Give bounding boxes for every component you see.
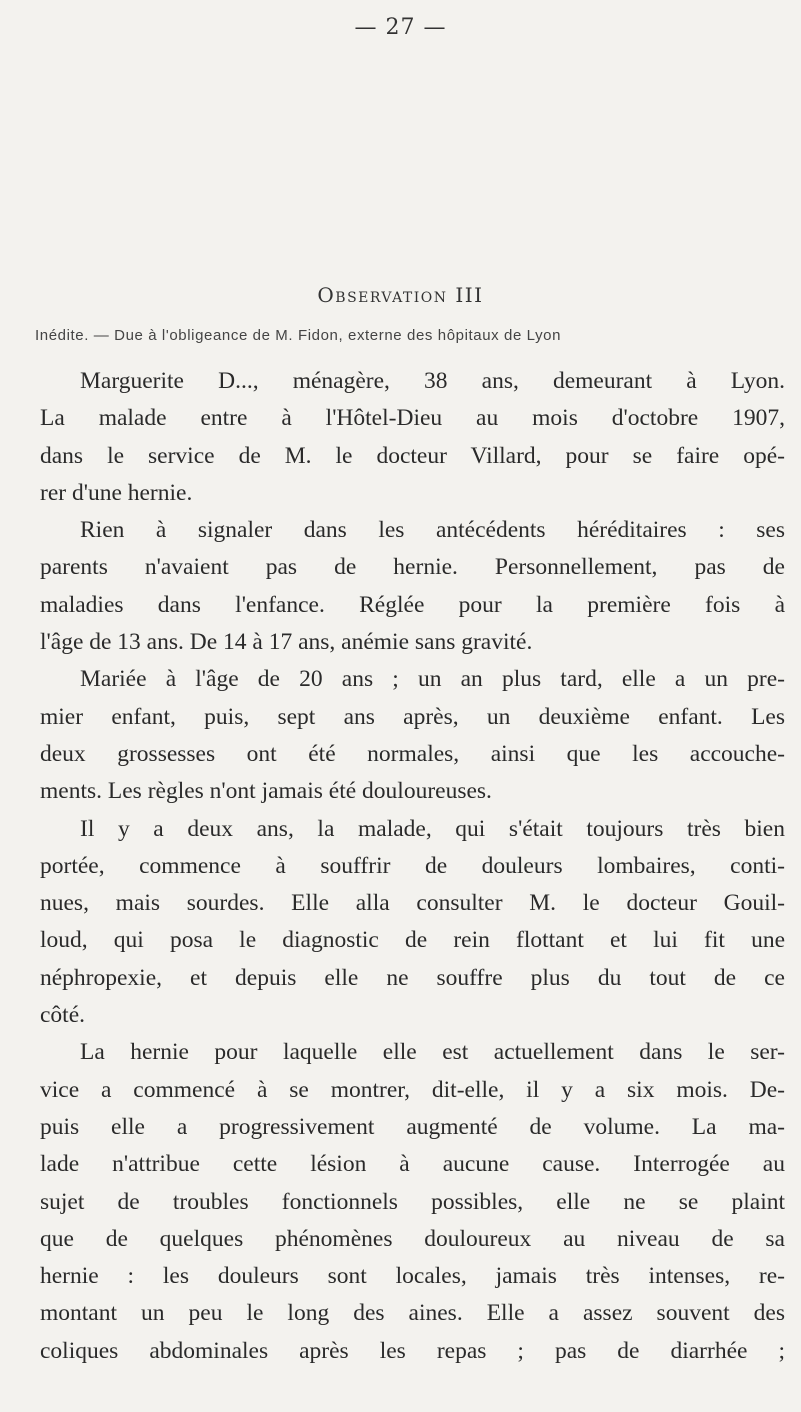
text-line: La hernie pour laquelle elle est actuellement dans le ser- [80, 1039, 785, 1066]
text-line: nues, mais sourdes. Elle alla consulter M. le docteur Gouil- [40, 890, 785, 917]
source-note: Inédite. — Due à l'obligeance de M. Fidon, externe des hôpitaux de Lyon [35, 327, 562, 344]
page-number: — 27 — [354, 15, 447, 40]
text-line: Mariée à l'âge de 20 ans ; un an plus tard, elle a un pre- [80, 666, 785, 693]
text-line: puis elle a progressivement augmenté de volume. La ma- [40, 1113, 785, 1140]
text-line: dans le service de M. le docteur Villard, pour se faire opé- [40, 442, 785, 469]
body-text [40, 363, 785, 1370]
text-line: néphropexie, et depuis elle ne souffre plus du tout de ce [40, 964, 785, 991]
text-line: l'âge de 13 ans. De 14 à 17 ans, anémie sans gravité. [40, 629, 533, 656]
text-line: coliques abdominales après les repas ; pas de diarrhée ; [40, 1337, 785, 1364]
text-line: loud, qui posa le diagnostic de rein flottant et lui fit une [40, 927, 785, 954]
text-line: rer d'une hernie. [40, 479, 193, 506]
observation-title: Observation III [317, 283, 484, 307]
text-line: parents n'avaient pas de hernie. Personnellement, pas de [40, 554, 785, 581]
text-line: montant un peu le long des aines. Elle a assez souvent des [40, 1300, 785, 1327]
text-line: portée, commence à souffrir de douleurs lombaires, conti- [40, 852, 785, 879]
text-line: maladies dans l'enfance. Réglée pour la première fois à [40, 591, 785, 618]
text-line: La malade entre à l'Hôtel-Dieu au mois d'octobre 1907, [40, 405, 785, 432]
text-line: mier enfant, puis, sept ans après, un deuxième enfant. Les [40, 703, 785, 730]
text-line: ments. Les règles n'ont jamais été douloureuses. [40, 778, 492, 805]
text-line: hernie : les douleurs sont locales, jamais très intenses, re- [40, 1263, 785, 1290]
text-line: Marguerite D..., ménagère, 38 ans, demeurant à Lyon. [80, 368, 785, 394]
text-line: Rien à signaler dans les antécédents héréditaires : ses [80, 517, 785, 544]
text-line: côté. [40, 1002, 86, 1029]
text-line: que de quelques phénomènes douloureux au niveau de sa [40, 1225, 785, 1252]
text-line: Il y a deux ans, la malade, qui s'était toujours très bien [80, 815, 785, 842]
text-line: sujet de troubles fonctionnels possibles, elle ne se plaint [40, 1188, 785, 1215]
text-line: vice a commencé à se montrer, dit-elle, il y a six mois. De- [40, 1076, 785, 1103]
text-line: lade n'attribue cette lésion à aucune cause. Interrogée au [40, 1151, 785, 1178]
text-line: deux grossesses ont été normales, ainsi que les accouche- [40, 740, 785, 767]
